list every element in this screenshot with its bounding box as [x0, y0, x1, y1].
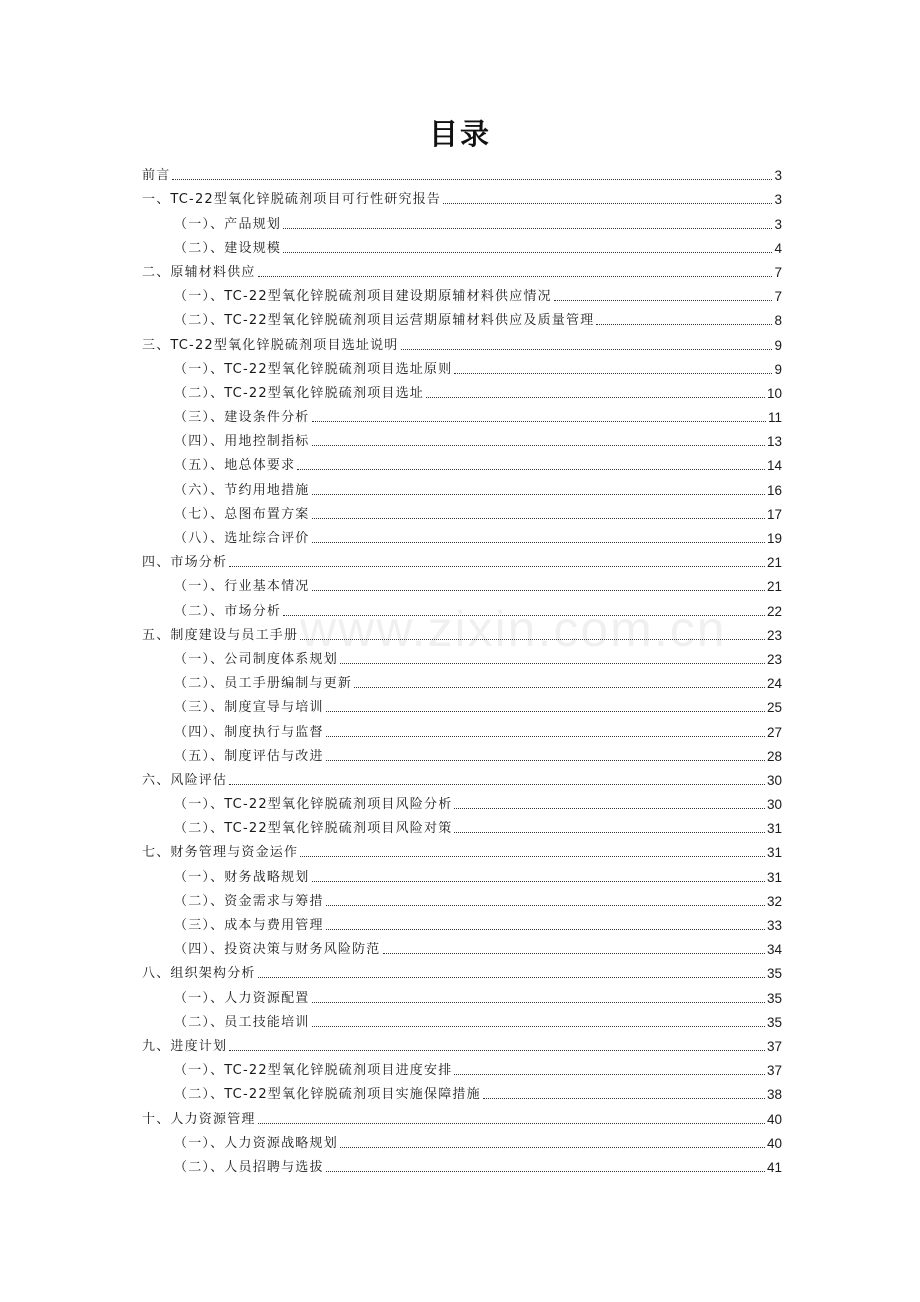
toc-entry[interactable] [142, 741, 782, 765]
toc-entry-label: （四）、制度执行与监督 [174, 724, 324, 740]
toc-entry-page: 9 [774, 337, 782, 353]
toc-entry[interactable] [142, 523, 782, 547]
toc-entry[interactable] [142, 1055, 782, 1079]
toc-entry-label: （二）、资金需求与筹措 [174, 893, 324, 909]
toc-entry[interactable] [142, 208, 782, 232]
toc-entry-label: （七）、总图布置方案 [174, 506, 310, 522]
toc-entry[interactable] [142, 958, 782, 982]
toc-leader-dots [401, 349, 773, 350]
toc-entry-page: 22 [766, 603, 782, 619]
toc-entry[interactable] [142, 329, 782, 353]
toc-entry[interactable] [142, 1007, 782, 1031]
toc-entry-page: 41 [766, 1159, 782, 1175]
toc-entry-label: （二）、TC-22型氧化锌脱硫剂项目实施保障措施 [174, 1087, 481, 1103]
toc-entry-page: 33 [766, 918, 782, 933]
toc-entry-label: （一）、人力资源配置 [174, 990, 310, 1006]
toc-entry[interactable] [142, 1128, 782, 1152]
toc-entry[interactable] [142, 910, 782, 934]
toc-entry-page: 34 [766, 942, 782, 958]
toc-entry-page: 31 [766, 821, 782, 837]
toc-entry-page: 9 [774, 361, 782, 377]
toc-leader-dots [258, 276, 773, 277]
toc-title: 目录 [428, 117, 491, 151]
toc-leader-dots [454, 832, 765, 833]
toc-leader-dots [312, 1026, 765, 1027]
toc-leader-dots [283, 252, 772, 253]
toc-entry-label: （二）、员工手册编制与更新 [174, 676, 353, 692]
toc-leader-dots [258, 977, 765, 978]
toc-leader-dots [326, 736, 765, 737]
toc-entry[interactable] [142, 886, 782, 910]
toc-leader-dots [172, 179, 772, 180]
toc-entry[interactable] [142, 571, 782, 595]
toc-entry-label: （一）、TC-22型氧化锌脱硫剂项目进度安排 [174, 1063, 453, 1079]
toc-leader-dots [300, 639, 765, 640]
toc-entry-label: 二、原辅材料供应 [142, 264, 256, 280]
toc-entry[interactable] [142, 595, 782, 619]
toc-entry-page: 31 [766, 845, 782, 861]
toc-entry-page: 14 [766, 458, 782, 474]
toc-entry-label: （二）、TC-22型氧化锌脱硫剂项目选址 [174, 385, 424, 401]
toc-entry-label: （一）、财务战略规划 [174, 869, 310, 885]
toc-entry[interactable] [142, 668, 782, 692]
toc-entry-page: 31 [766, 869, 782, 885]
toc-leader-dots [326, 905, 765, 906]
toc-entry[interactable] [142, 257, 782, 281]
toc-leader-dots [283, 228, 772, 229]
table-of-contents [142, 160, 782, 1176]
toc-entry-label: （八）、选址综合评价 [174, 531, 310, 546]
toc-entry-page: 32 [766, 893, 782, 909]
toc-entry-label: （一）、TC-22型氧化锌脱硫剂项目建设期原辅材料供应情况 [174, 289, 552, 305]
toc-entry-label: （二）、员工技能培训 [174, 1014, 310, 1030]
watermark: www.zixin.com.cn [300, 601, 727, 657]
toc-entry-page: 24 [766, 676, 782, 692]
toc-entry-label: （五）、地总体要求 [174, 458, 296, 474]
toc-entry-page: 3 [774, 216, 782, 232]
toc-entry-label: 九、进度计划 [142, 1038, 228, 1054]
toc-entry[interactable] [142, 934, 782, 958]
toc-leader-dots [483, 1098, 765, 1099]
toc-entry[interactable] [142, 813, 782, 837]
toc-entry-label: （一）、行业基本情况 [174, 579, 310, 595]
toc-leader-dots [326, 1171, 765, 1172]
toc-entry-label: （一）、TC-22型氧化锌脱硫剂项目选址原则 [174, 361, 453, 377]
toc-leader-dots [354, 687, 765, 688]
toc-entry-page: 16 [766, 482, 782, 498]
toc-entry-label: 前言 [142, 168, 171, 184]
toc-entry-label: （三）、制度宣导与培训 [174, 700, 324, 716]
toc-entry-label: 五、制度建设与员工手册 [142, 627, 299, 643]
toc-leader-dots [340, 663, 765, 664]
toc-entry-page: 37 [766, 1038, 782, 1054]
toc-leader-dots [229, 784, 765, 785]
toc-entry-label: （四）、用地控制指标 [174, 434, 310, 450]
toc-entry[interactable] [142, 184, 782, 208]
toc-entry-page: 25 [766, 700, 782, 716]
toc-entry[interactable] [142, 499, 782, 523]
toc-entry-label: （二）、TC-22型氧化锌脱硫剂项目运营期原辅材料供应及质量管理 [174, 313, 595, 329]
toc-entry-label: 四、市场分析 [142, 555, 228, 571]
toc-entry[interactable] [142, 426, 782, 450]
toc-entry-label: 三、TC-22型氧化锌脱硫剂项目选址说明 [142, 337, 399, 353]
toc-leader-dots [326, 760, 765, 761]
toc-entry[interactable] [142, 765, 782, 789]
toc-entry-label: （二）、人员招聘与选拔 [174, 1159, 324, 1175]
toc-leader-dots [312, 494, 765, 495]
toc-entry[interactable] [142, 1103, 782, 1127]
toc-leader-dots [340, 1147, 765, 1148]
toc-entry[interactable] [142, 1152, 782, 1176]
toc-entry-label: （一）、人力资源战略规划 [174, 1135, 338, 1151]
toc-leader-dots [312, 445, 765, 446]
toc-entry-label: （五）、制度评估与改进 [174, 748, 324, 764]
toc-entry-page: 28 [766, 748, 782, 764]
toc-leader-dots [443, 203, 772, 204]
toc-leader-dots [454, 373, 772, 374]
toc-entry-page: 40 [766, 1135, 782, 1151]
toc-entry[interactable] [142, 716, 782, 740]
toc-entry-label: （三）、成本与费用管理 [174, 918, 324, 933]
toc-entry-label: （三）、建设条件分析 [174, 410, 310, 426]
toc-leader-dots [326, 711, 765, 712]
toc-entry-label: （六）、节约用地措施 [174, 482, 310, 498]
toc-leader-dots [283, 615, 765, 616]
toc-entry-page: 35 [766, 990, 782, 1006]
toc-leader-dots [454, 1074, 765, 1075]
toc-entry[interactable] [142, 160, 782, 184]
toc-leader-dots [297, 469, 765, 470]
toc-entry[interactable] [142, 378, 782, 402]
toc-leader-dots [383, 953, 765, 954]
toc-entry[interactable] [142, 982, 782, 1006]
toc-entry[interactable] [142, 789, 782, 813]
toc-entry-label: （二）、市场分析 [174, 603, 282, 619]
toc-entry-page: 21 [766, 555, 782, 571]
toc-entry-page: 13 [766, 434, 782, 450]
toc-leader-dots [229, 1050, 765, 1051]
toc-entry[interactable] [142, 861, 782, 885]
toc-entry-page: 21 [766, 579, 782, 595]
toc-entry[interactable] [142, 620, 782, 644]
toc-entry-label: 七、财务管理与资金运作 [142, 845, 299, 861]
toc-entry-page: 30 [766, 772, 782, 788]
toc-entry[interactable] [142, 354, 782, 378]
toc-entry[interactable] [142, 692, 782, 716]
toc-entry-page: 11 [767, 410, 782, 426]
toc-entry-label: （一）、TC-22型氧化锌脱硫剂项目风险分析 [174, 797, 453, 813]
toc-entry-page: 38 [766, 1087, 782, 1103]
toc-leader-dots [426, 397, 765, 398]
toc-entry-page: 7 [774, 264, 782, 280]
toc-entry-page: 35 [766, 966, 782, 982]
toc-entry[interactable] [142, 233, 782, 257]
toc-entry-page: 35 [766, 1014, 782, 1030]
toc-entry[interactable] [142, 1079, 782, 1103]
toc-entry-label: （二）、建设规模 [174, 240, 282, 256]
toc-entry-page: 23 [766, 627, 782, 643]
toc-entry[interactable] [142, 474, 782, 498]
toc-entry-page: 19 [766, 531, 782, 546]
toc-entry[interactable] [142, 837, 782, 861]
toc-entry-page: 27 [766, 724, 782, 740]
toc-entry[interactable] [142, 281, 782, 305]
toc-leader-dots [312, 542, 765, 543]
toc-entry-label: 六、风险评估 [142, 772, 228, 788]
toc-leader-dots [312, 1002, 765, 1003]
toc-entry-label: 十、人力资源管理 [142, 1111, 256, 1127]
toc-entry-page: 3 [774, 168, 782, 184]
toc-leader-dots [596, 324, 772, 325]
toc-entry[interactable] [142, 1031, 782, 1055]
toc-leader-dots [326, 929, 765, 930]
toc-entry[interactable] [142, 547, 782, 571]
toc-leader-dots [229, 566, 765, 567]
toc-entry-page: 7 [774, 289, 782, 305]
toc-entry-page: 17 [766, 506, 782, 522]
toc-entry-page: 40 [766, 1111, 782, 1127]
toc-entry-label: 一、TC-22型氧化锌脱硫剂项目可行性研究报告 [142, 192, 442, 208]
toc-entry-page: 8 [774, 313, 782, 329]
toc-leader-dots [454, 808, 765, 809]
toc-entry-label: （四）、投资决策与财务风险防范 [174, 942, 381, 958]
toc-entry-page: 23 [766, 651, 782, 667]
toc-entry-label: 八、组织架构分析 [142, 966, 256, 982]
toc-leader-dots [312, 881, 765, 882]
toc-entry-page: 10 [766, 385, 782, 401]
toc-leader-dots [312, 421, 766, 422]
toc-entry-label: （二）、TC-22型氧化锌脱硫剂项目风险对策 [174, 821, 453, 837]
toc-entry-label: （一）、产品规划 [174, 216, 282, 232]
toc-leader-dots [258, 1123, 765, 1124]
toc-entry-page: 4 [774, 240, 782, 256]
toc-leader-dots [312, 590, 765, 591]
toc-leader-dots [554, 300, 773, 301]
toc-entry[interactable] [142, 402, 782, 426]
toc-entry[interactable] [142, 305, 782, 329]
toc-leader-dots [300, 856, 765, 857]
toc-leader-dots [312, 518, 765, 519]
toc-entry[interactable] [142, 450, 782, 474]
toc-entry-label: （一）、公司制度体系规划 [174, 651, 338, 667]
toc-entry-page: 30 [766, 797, 782, 813]
toc-entry[interactable] [142, 644, 782, 668]
toc-entry-page: 3 [774, 192, 782, 208]
toc-entry-page: 37 [766, 1063, 782, 1079]
